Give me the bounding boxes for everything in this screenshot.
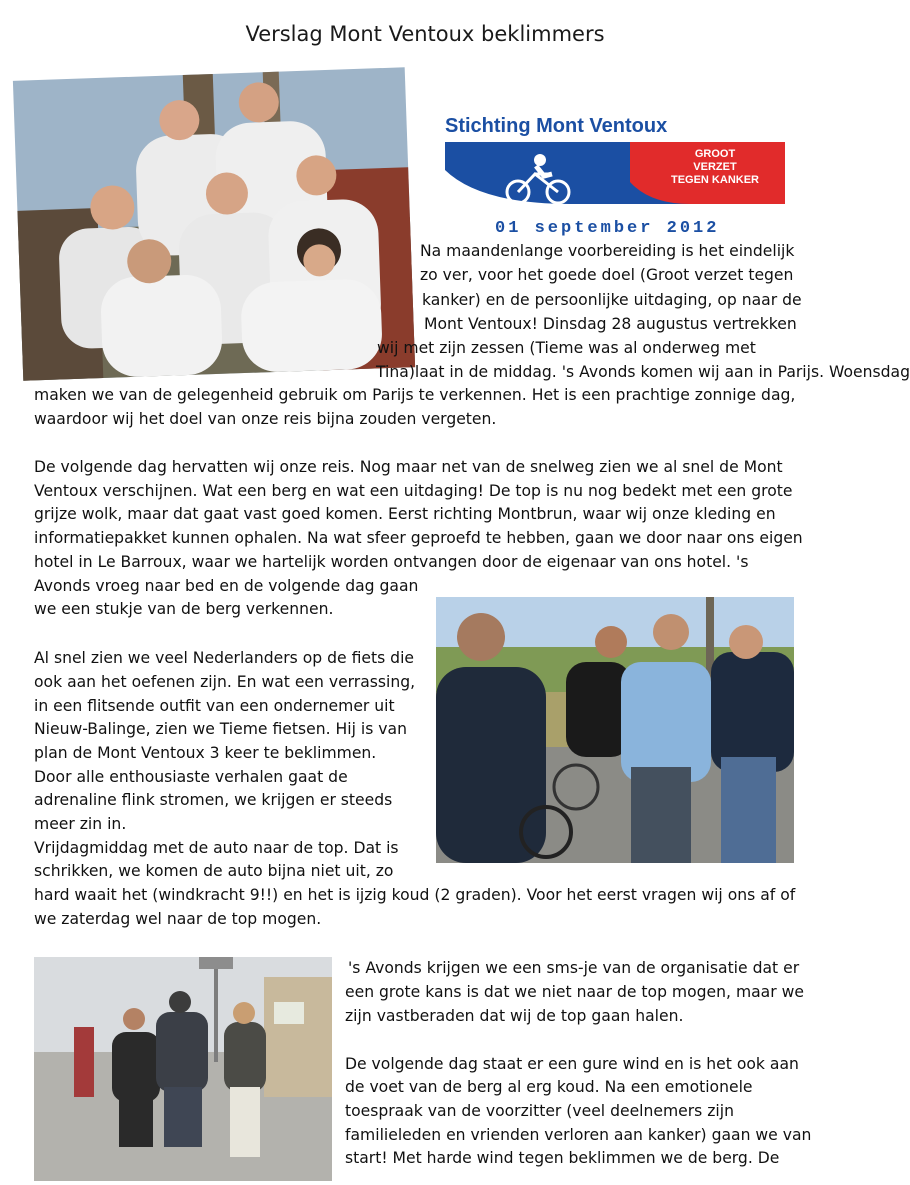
logo-slogan-1: GROOT: [694, 148, 736, 160]
stichting-logo: [440, 112, 790, 242]
text-line: start! Met harde wind tegen beklimmen we de berg. De: [345, 1149, 780, 1167]
logo-date: 01 september 2012: [495, 219, 720, 238]
text-line: zijn vastberaden dat wij de top gaan halen.: [345, 1007, 684, 1025]
logo-slogan-3: TEGEN KANKER: [670, 174, 760, 186]
meeting-photo: [436, 597, 794, 863]
text-line: adrenaline flink stromen, we krijgen er steeds: [34, 791, 393, 809]
text-line: in een flitsende outfit van een ondernemer uit: [34, 697, 395, 715]
text-line: meer zin in.: [34, 815, 127, 833]
text-line: familieleden en vrienden verloren aan kanker) gaan we van: [345, 1126, 812, 1144]
logo-graphic: [440, 112, 790, 242]
text-line: grijze wolk, maar dat gaat vast goed komen. Eerst richting Montbrun, waar wij onze kleding en: [34, 505, 776, 523]
text-line: maken we van de gelegenheid gebruik om Parijs te verkennen. Het is een prachtige zonnige dag,: [34, 386, 796, 404]
text-line: een grote kans is dat we niet naar de top mogen, maar we: [345, 983, 804, 1001]
text-line: wij met zijn zessen (Tieme was al onderweg met: [377, 339, 756, 357]
text-line: informatiepakket kunnen ophalen. Na wat sfeer geproefd te hebben, gaan we door naar ons eigen: [34, 529, 803, 547]
text-line: de voet van de berg al erg koud. Na een emotionele: [345, 1078, 753, 1096]
text-line: 's Avonds krijgen we een sms-je van de organisatie dat er: [348, 959, 800, 977]
text-line: hard waait het (windkracht 9!!) en het is ijzig koud (2 graden). Voor het eerst vragen wij ons af of: [34, 886, 796, 904]
logo-name: Stichting Mont Ventoux: [445, 115, 668, 137]
text-line: Avonds vroeg naar bed en de volgende dag gaan: [34, 577, 419, 595]
group-photo: [13, 67, 415, 380]
text-line: Mont Ventoux! Dinsdag 28 augustus vertrekken: [424, 315, 797, 333]
summit-photo: [34, 957, 332, 1181]
text-line: Vrijdagmiddag met de auto naar de top. Dat is: [34, 839, 399, 857]
text-line: hotel in Le Barroux, waar we hartelijk worden ontvangen door de eigenaar van ons hotel. 's: [34, 553, 749, 571]
text-line: ook aan het oefenen zijn. En wat een verrassing,: [34, 673, 416, 691]
text-line: plan de Mont Ventoux 3 keer te beklimmen.: [34, 744, 377, 762]
logo-slogan-2: VERZET: [693, 161, 737, 173]
text-line: waardoor wij het doel van onze reis bijna zouden vergeten.: [34, 410, 497, 428]
text-line: kanker) en de persoonlijke uitdaging, op naar de: [422, 291, 802, 309]
text-line: toespraak van de voorzitter (veel deelnemers zijn: [345, 1102, 734, 1120]
text-line: Al snel zien we veel Nederlanders op de fiets die: [34, 649, 415, 667]
text-line: De volgende dag staat er een gure wind en is het ook aan: [345, 1055, 799, 1073]
summit-photo-image: [34, 957, 332, 1181]
meeting-photo-image: [436, 597, 794, 863]
text-line: De volgende dag hervatten wij onze reis. Nog maar net van de snelweg zien we al snel de Mont: [34, 458, 783, 476]
text-line: Nieuw-Balinge, zien we Tieme fietsen. Hij is van: [34, 720, 407, 738]
text-line: schrikken, we komen de auto bijna niet uit, zo: [34, 862, 394, 880]
text-line: Door alle enthousiaste verhalen gaat de: [34, 768, 348, 786]
text-line: Ventoux verschijnen. Wat een berg en wat een uitdaging! De top is nu nog bedekt met een grote: [34, 482, 793, 500]
text-line: we een stukje van de berg verkennen.: [34, 600, 334, 618]
page-title: Verslag Mont Ventoux beklimmers: [245, 22, 605, 46]
text-line: Na maandenlange voorbereiding is het eindelijk: [420, 242, 795, 260]
text-line: zo ver, voor het goede doel (Groot verzet tegen: [420, 266, 794, 284]
text-line: Tina)laat in de middag. 's Avonds komen wij aan in Parijs. Woensdag: [376, 363, 910, 381]
group-photo-image: [13, 67, 415, 380]
text-line: we zaterdag wel naar de top mogen.: [34, 910, 322, 928]
